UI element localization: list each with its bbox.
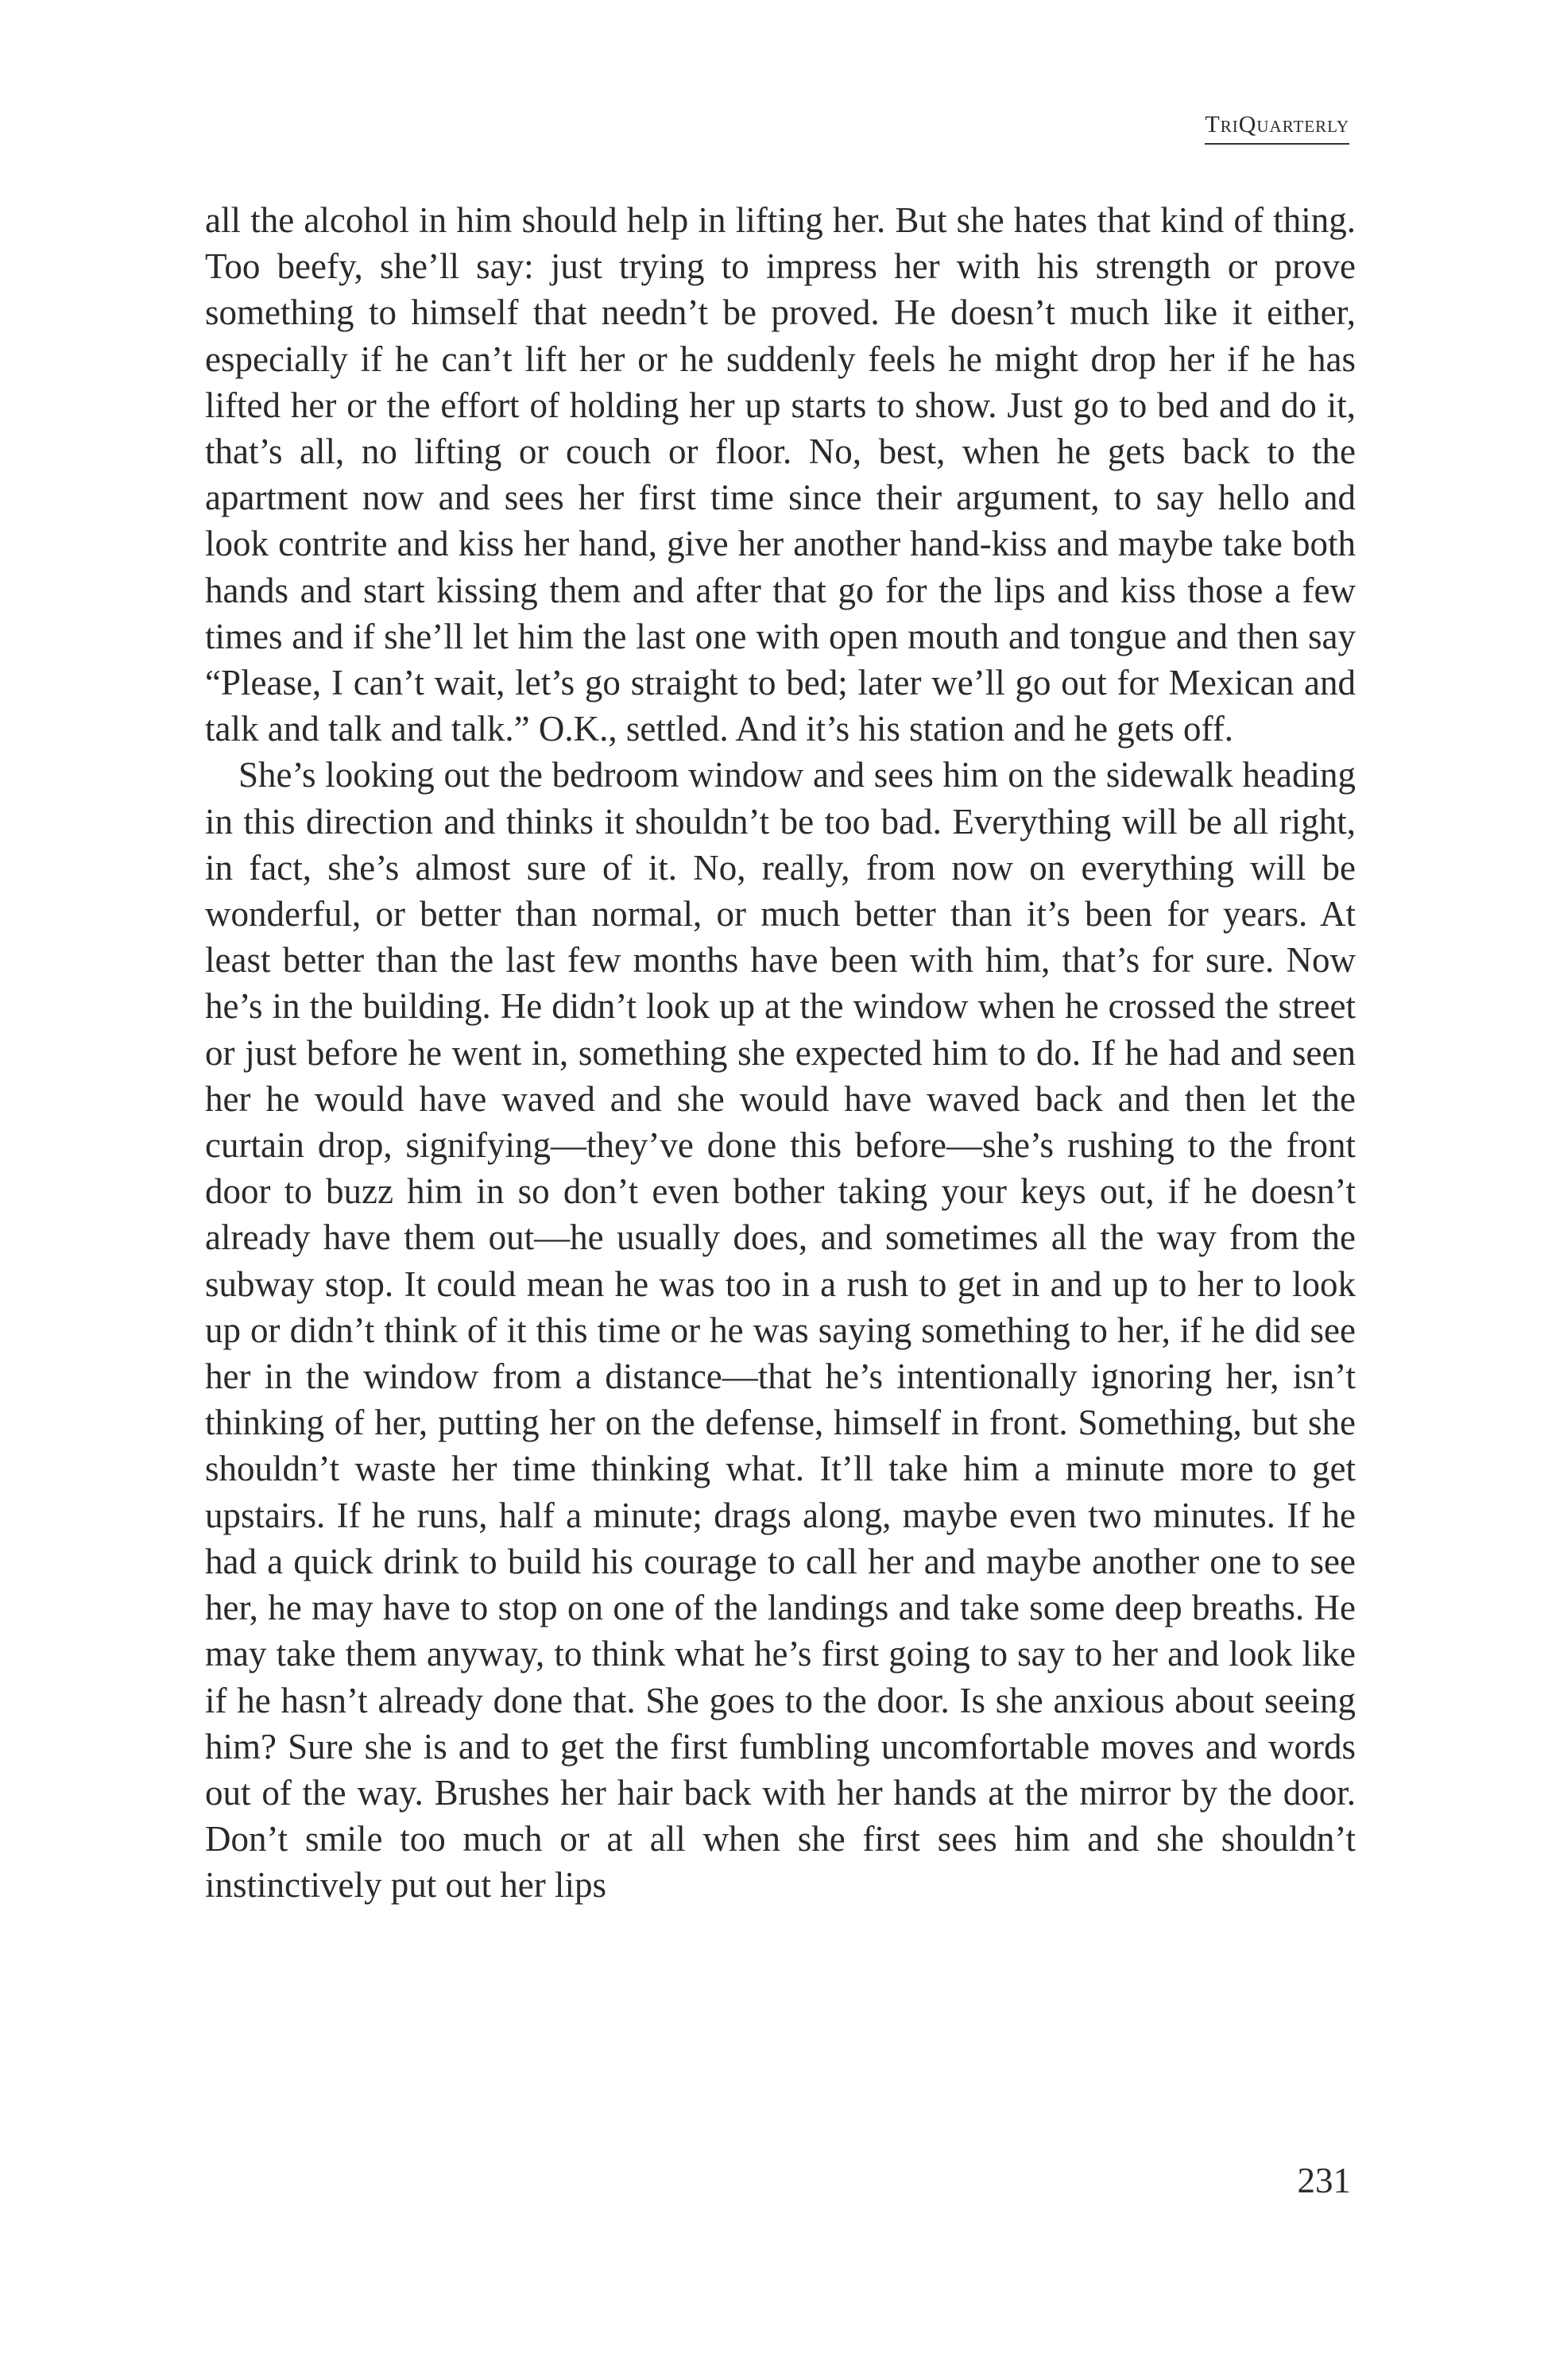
page-number: 231: [1297, 2161, 1351, 2200]
paragraph-continued: all the alcohol in him should help in lifting her. But she hates that kind of thing. Too beefy, she’ll say: just trying to impress her with his strength or prove something to himself that needn’t be proved. He doesn’t much like it either, especially if he can’t lift her or he suddenly feels he might drop her if he has lifted her or the effort of holding her up starts to show. Just go to bed and do it, that’s all, no lifting or couch or floor. No, best, when he gets back to the apartment now and sees her first time since their argument, to say hello and look contrite and kiss her hand, give her another hand-kiss and maybe take both hands and start kissing them and after that go for the lips and kiss those a few times and if she’ll let him the last one with open mouth and tongue and then say “Please, I can’t wait, let’s go straight to bed; later we’ll go out for Mexican and talk and talk and talk.” O.K., settled. And it’s his station and he gets off.: [205, 200, 1356, 749]
running-head: TriQuarterly: [1205, 111, 1349, 145]
paragraph: She’s looking out the bedroom window and sees him on the sidewalk heading in this direction and thinks it shouldn’t be too bad. Everything will be all right, in fact, she’s almost sure of it. No, really, from now on everything will be wonderful, or better than normal, or much better than it’s been for years. At least better than the last few months have been with him, that’s for sure. Now he’s in the building. He didn’t look up at the window when he crossed the street or just before he went in, something she expected him to do. If he had and seen her he would have waved and she would have waved back and then let the curtain drop, signifying—they’ve done this before—she’s rushing to the front door to buzz him in so don’t even bother taking your keys out, if he doesn’t already have them out—he usually does, and sometimes all the way from the subway stop. It could mean he was too in a rush to get in and up to her to look up or didn’t think of it this time or he was saying something to her, if he did see her in the window from a distance—that he’s intentionally ignoring her, isn’t thinking of her, putting her on the defense, himself in front. Something, but she shouldn’t waste her time thinking what. It’ll take him a minute more to get upstairs. If he runs, half a minute; drags along, maybe even two minutes. If he had a quick drink to build his courage to call her and maybe another one to see her, he may have to stop on one of the landings and take some deep breaths. He may take them anyway, to think what he’s first going to say to her and look like if he hasn’t already done that. She goes to the door. Is she anxious about seeing him? Sure she is and to get the first fumbling uncomfortable moves and words out of the way. Brushes her hair back with her hands at the mirror by the door. Don’t smile too much or at all when she first sees him and she shouldn’t instinctively put out her lips: [205, 755, 1356, 1906]
body-text: [205, 197, 1356, 1909]
